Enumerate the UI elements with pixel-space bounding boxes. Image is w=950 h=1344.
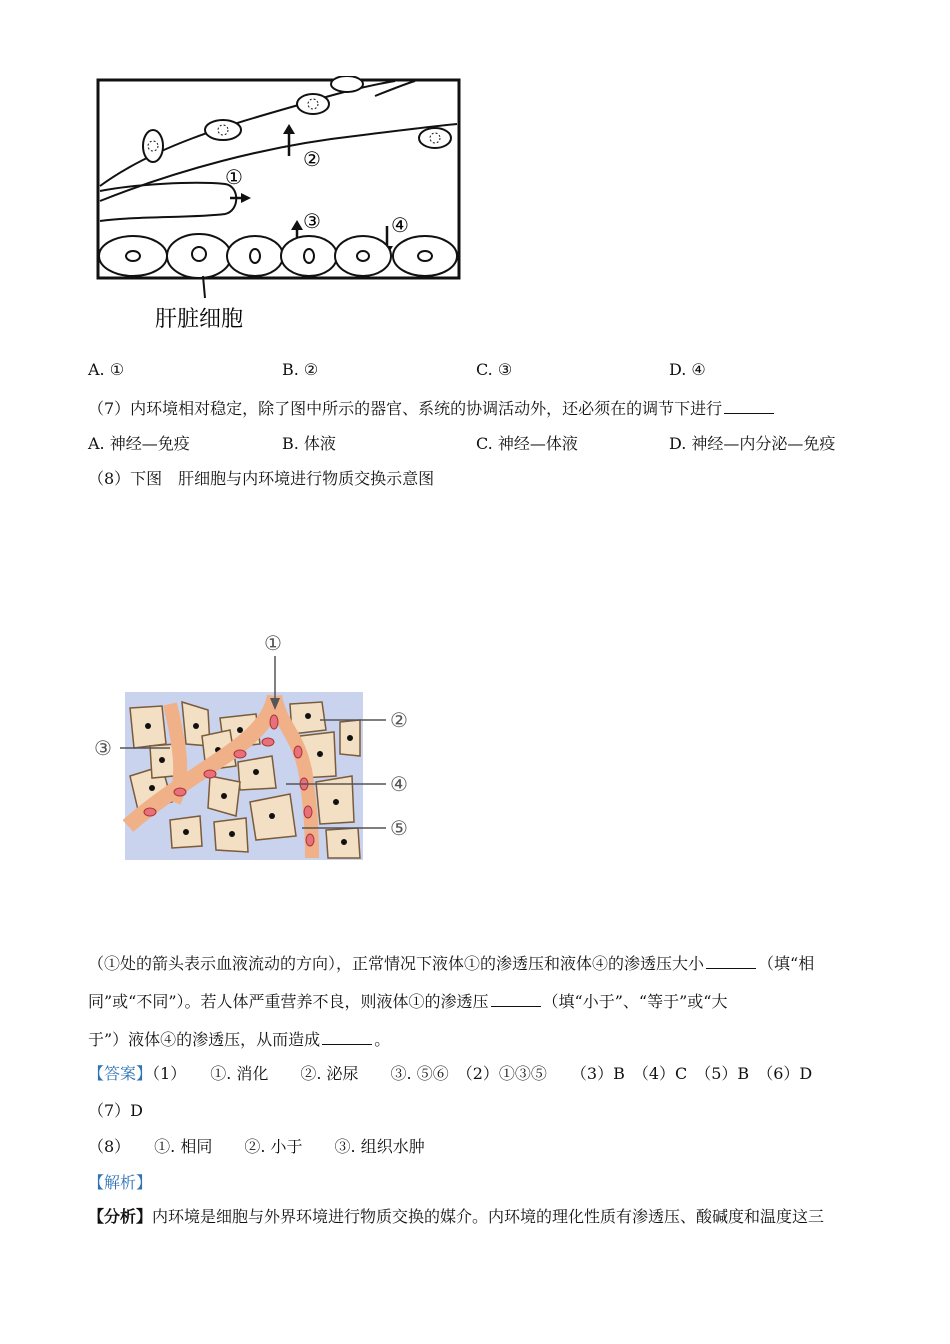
q8-text-line-3: [88, 1027, 390, 1050]
q7-stem-line: [88, 396, 776, 419]
fig1-marker-1: ①: [225, 165, 243, 189]
q8-text-1b: （填“相: [758, 954, 815, 973]
q8-text-3a: 于”）液体④的渗透压，从而造成: [88, 1030, 321, 1049]
q6-option-a: A. ①: [88, 360, 125, 379]
q7-stem: （7）内环境相对稳定，除了图中所示的器官、系统的协调活动外，还必须在的调节下进行: [88, 399, 723, 418]
fig2-marker-3: ③: [94, 736, 112, 760]
liver-tissue-diagram: [95, 76, 465, 338]
fig1-marker-2: ②: [303, 147, 321, 171]
fig1-liver-cell-label: 肝脏细胞: [155, 306, 244, 331]
fig2-marker-4: ④: [390, 772, 408, 796]
q8-blank-2: [491, 992, 541, 1007]
q8-blank-1: [706, 954, 756, 969]
q6-option-d: D. ④: [669, 360, 706, 379]
q8-stem: （8）下图 肝细胞与内环境进行物质交换示意图: [88, 469, 435, 488]
q7-option-a: A. 神经—免疫: [88, 434, 190, 453]
answer-line-3: （8） ①. 相同 ②. 小于 ③. 组织水肿: [88, 1137, 425, 1156]
q8-text-3b: 。: [374, 1030, 391, 1049]
q7-option-d: D. 神经—内分泌—免疫: [669, 434, 836, 453]
q6-option-b: B. ②: [282, 360, 319, 379]
fig1-marker-4: ④: [391, 213, 409, 237]
q8-text-line-2: [88, 989, 727, 1012]
tissue-exchange-diagram: [90, 626, 420, 866]
fig2-marker-1: ①: [264, 631, 282, 655]
analysis-text: 内环境是细胞与外界环境进行物质交换的媒介。内环境的理化性质有渗透压、酸碱度和温度这三: [152, 1207, 825, 1226]
fig2-marker-5: ⑤: [390, 816, 408, 840]
q6-option-c: C. ③: [476, 360, 513, 379]
analysis-sub-tag: 【分析】: [88, 1207, 153, 1226]
answer-tag: 【答案】: [88, 1064, 153, 1083]
q8-text-2a: 同”或“不同”）。若人体严重营养不良，则液体①的渗透压: [88, 992, 489, 1011]
answer-line-2: （7）D: [88, 1101, 144, 1120]
q8-text-line-1: [88, 951, 814, 974]
analysis-tag: 【解析】: [88, 1173, 153, 1192]
q8-text-1a: （①处的箭头表示血液流动的方向），正常情况下液体①的渗透压和液体④的渗透压大小: [88, 954, 705, 973]
fig1-marker-3: ③: [303, 209, 321, 233]
q8-blank-3: [322, 1030, 372, 1045]
q7-option-b: B. 体液: [282, 434, 336, 453]
fig2-marker-2: ②: [390, 708, 408, 732]
analysis-line: [88, 1204, 824, 1227]
answer-text-1: （1） ①. 消化 ②. 泌尿 ③. ⑤⑥ （2）①③⑤ （3）B （4）C （5）B （6）D: [152, 1064, 813, 1083]
answer-line-1: [88, 1061, 812, 1084]
q8-text-2b: （填“小于”、“等于”或“大: [542, 992, 728, 1011]
q7-blank: [724, 399, 774, 414]
q7-option-c: C. 神经—体液: [476, 434, 578, 453]
